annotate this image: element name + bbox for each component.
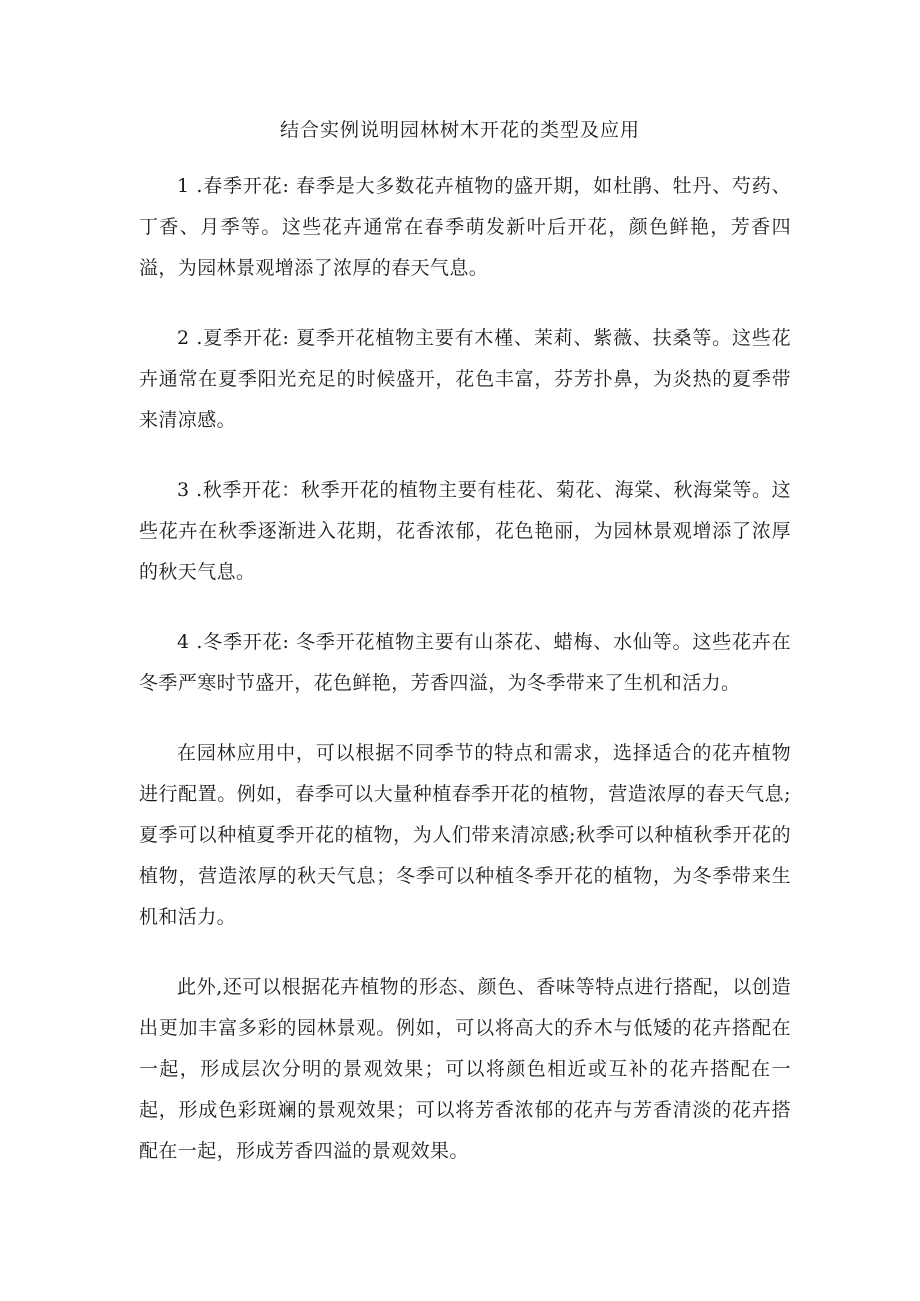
paragraph-winter-flowering: 4 .冬季开花: 冬季开花植物主要有山茶花、蜡梅、水仙等。这些花卉在冬季严寒时节盛开，花色鲜艳，芳香四溢，为冬季带来了生机和活力。 [139, 631, 791, 694]
paragraph-plant-combination: 此外,还可以根据花卉植物的形态、颜色、香味等特点进行搭配，以创造出更加丰富多彩的园林景观。例如，可以将高大的乔木与低矮的花卉搭配在一起，形成层次分明的景观效果；可以将颜色相近或互补的花卉搭配在一起，形成色彩斑斓的景观效果；可以将芳香浓郁的花卉与芳香清淡的花卉搭配在一起，形成芳香四溢的景观效果。 [139, 976, 791, 1162]
paragraph-summer-flowering: 2 .夏季开花: 夏季开花植物主要有木槿、茉莉、紫薇、扶桑等。这些花卉通常在夏季阳光充足的时候盛开，花色丰富，芬芳扑鼻，为炎热的夏季带来清凉感。 [139, 327, 791, 431]
paragraph-autumn-flowering: 3 .秋季开花：秋季开花的植物主要有桂花、菊花、海棠、秋海棠等。这些花卉在秋季逐渐进入花期，花香浓郁，花色艳丽，为园林景观增添了浓厚的秋天气息。 [139, 479, 791, 583]
paragraph-spring-flowering: 1 .春季开花: 春季是大多数花卉植物的盛开期，如杜鹃、牡丹、芍药、丁香、月季等。这些花卉通常在春季萌发新叶后开花，颜色鲜艳，芳香四溢，为园林景观增添了浓厚的春天气息。 [139, 175, 791, 279]
paragraph-garden-application: 在园林应用中，可以根据不同季节的特点和需求，选择适合的花卉植物进行配置。例如，春季可以大量种植春季开花的植物，营造浓厚的春天气息;夏季可以种植夏季开花的植物，为人们带来清凉感;秋季可以种植秋季开花的植物，营造浓厚的秋天气息；冬季可以种植冬季开花的植物，为冬季带来生机和活力。 [139, 742, 791, 928]
document-title: 结合实例说明园林树木开花的类型及应用 [279, 119, 640, 141]
document-body [139, 166, 791, 1201]
